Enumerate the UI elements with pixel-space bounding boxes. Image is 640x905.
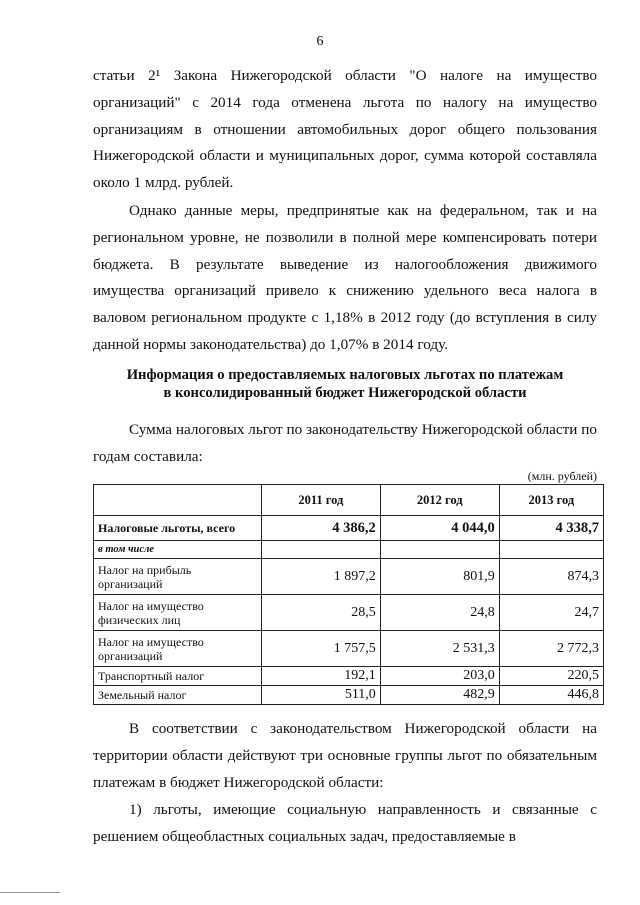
table-row bbox=[94, 595, 604, 631]
header-cell-empty bbox=[94, 485, 262, 516]
value-2013: 4 338,7 bbox=[499, 516, 603, 541]
section-heading-line-2: в консолидированный бюджет Нижегородской области bbox=[163, 385, 527, 401]
value-2012: 203,0 bbox=[380, 667, 499, 686]
row-label: Налоговые льготы, всего bbox=[94, 516, 262, 541]
header-2011: 2011 год bbox=[261, 485, 380, 516]
value-2011: 511,0 bbox=[261, 686, 380, 705]
paragraph-social-benefits: 1) льготы, имеющие социальную направленность и связанные с решением общеобластных социальных задач, предоставляемые в bbox=[93, 801, 597, 845]
paragraph-benefit-groups: В соответствии с законодательством Нижегородской области на территории области действуют три основные группы льгот по обязательным платежам в бюджет Нижегородской области: bbox=[93, 720, 597, 791]
row-label: Транспортный налог bbox=[94, 667, 262, 686]
table-header-row bbox=[94, 485, 604, 516]
paragraph-table-intro: Сумма налоговых льгот по законодательству Нижегородской области по годам составила: bbox=[93, 421, 597, 465]
value-2013: 874,3 bbox=[499, 559, 603, 595]
value-2011: 4 386,2 bbox=[261, 516, 380, 541]
value-2012: 24,8 bbox=[380, 595, 499, 631]
value-2012: 2 531,3 bbox=[380, 631, 499, 667]
row-label: Налог на имущество физических лиц bbox=[94, 595, 262, 631]
value-2012: 801,9 bbox=[380, 559, 499, 595]
paragraph-budget-losses: Однако данные меры, предпринятые как на федеральном, так и на региональном уровне, не позволили в полной мере компенсировать потери бюджета. В результате выведение из налогообложения движимого имущества организаций привело к снижению удельного веса налога в валовом региональном продукте с 1,18% в 2012 году (до вступления в силу данной нормы законодательства) до 1,07% в 2014 году. bbox=[93, 202, 597, 353]
value-2013: 2 772,3 bbox=[499, 631, 603, 667]
value-2013: 220,5 bbox=[499, 667, 603, 686]
value-2011: 28,5 bbox=[261, 595, 380, 631]
value-2011: 1 757,5 bbox=[261, 631, 380, 667]
table-units: (млн. рублей) bbox=[527, 469, 597, 483]
row-label: Земельный налог bbox=[94, 686, 262, 705]
row-label: Налог на имущество организаций bbox=[94, 631, 262, 667]
table-row bbox=[94, 667, 604, 686]
table-row bbox=[94, 686, 604, 705]
table-row bbox=[94, 559, 604, 595]
header-2012: 2012 год bbox=[380, 485, 499, 516]
value-2011: 192,1 bbox=[261, 667, 380, 686]
section-heading-line-1: Информация о предоставляемых налоговых льготах по платежам bbox=[126, 367, 564, 383]
subheader-label: в том числе bbox=[94, 541, 262, 559]
table-row-subheader bbox=[94, 541, 604, 559]
value-2012: 482,9 bbox=[380, 686, 499, 705]
footer-rule bbox=[0, 892, 60, 893]
table-row bbox=[94, 631, 604, 667]
header-2013: 2013 год bbox=[499, 485, 603, 516]
value-2011: 1 897,2 bbox=[261, 559, 380, 595]
tax-benefits-table bbox=[93, 484, 604, 705]
table-row-total bbox=[94, 516, 604, 541]
section-heading bbox=[93, 366, 597, 402]
value-2013: 446,8 bbox=[499, 686, 603, 705]
paragraph-property-tax-road-relief: статьи 2¹ Закона Нижегородской области "О налоге на имущество организаций" с 2014 года отменена льгота по налогу на имущество организациям в отношении автомобильных дорог общего пользования Нижегородской области и муниципальных дорог, сумма которой составляла около 1 млрд. рублей. bbox=[93, 67, 597, 192]
value-2012: 4 044,0 bbox=[380, 516, 499, 541]
page-number: 6 bbox=[316, 34, 324, 49]
value-2013: 24,7 bbox=[499, 595, 603, 631]
row-label: Налог на прибыль организаций bbox=[94, 559, 262, 595]
